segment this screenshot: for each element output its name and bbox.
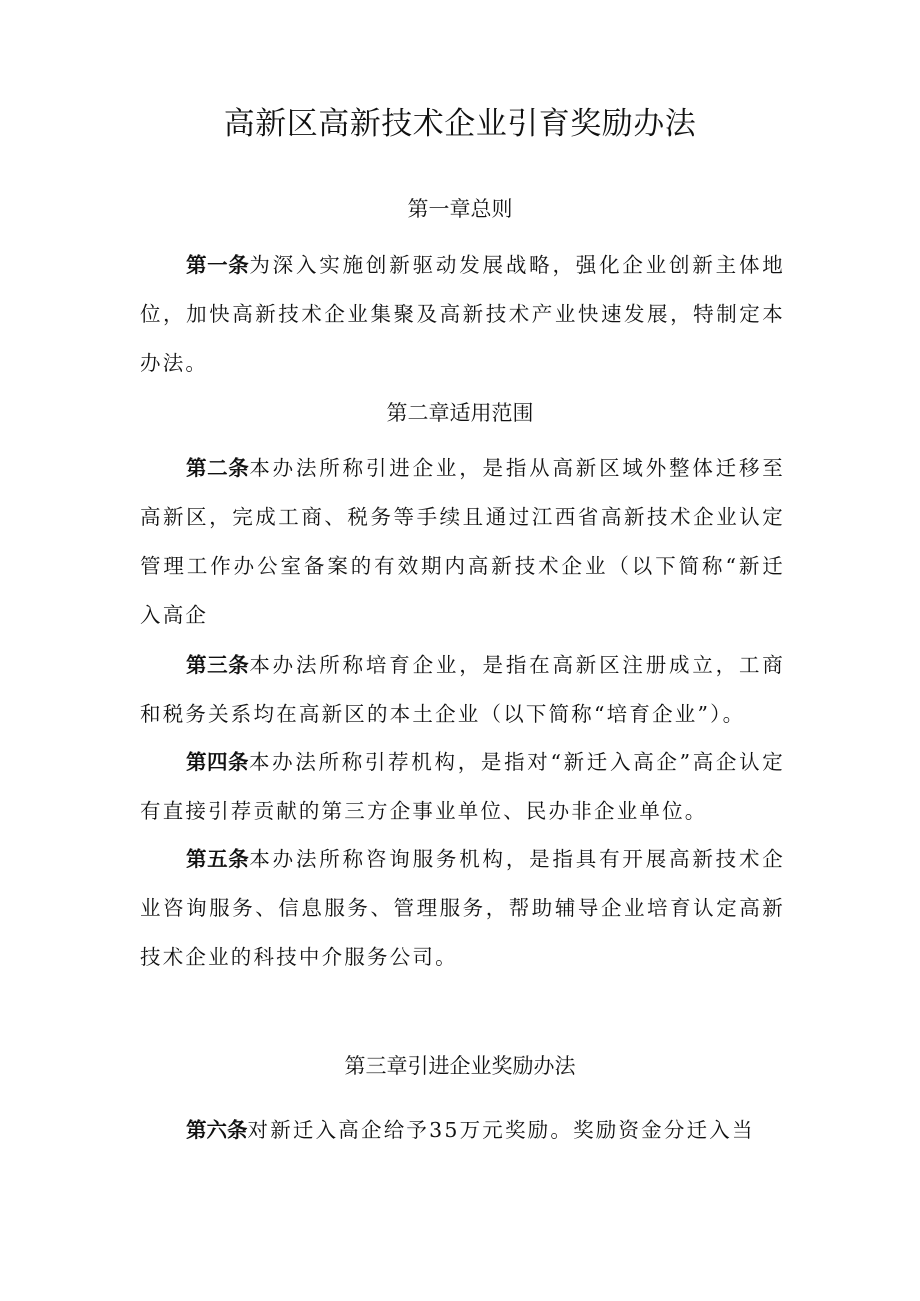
article-1 [140,241,785,388]
chapter-heading-1: 第一章总则 [407,197,513,221]
chapter-heading-3: 第三章引进企业奖励办法 [344,1054,576,1078]
article-label: 第一条 [186,253,250,277]
article-5 [140,835,785,982]
article-label: 第四条 [186,750,249,774]
article-text: 本办法所称引荐机构，是指对“新迁入高企”高企认定有直接引荐贡献的第三方企事业单位、民办非企业单位。 [140,750,786,823]
article-label: 第五条 [186,847,250,871]
article-2 [140,444,785,640]
article-label: 第六条 [186,1118,248,1142]
article-6 [140,1106,785,1155]
article-label: 第三条 [186,653,250,677]
article-text: 本办法所称引进企业，是指从高新区域外整体迁移至高新区，完成工商、税务等手续且通过江西省高新技术企业认定管理工作办公室备案的有效期内高新技术企业（以下简称“新迁入高企 [140,456,786,627]
document-title: 高新区高新技术企业引育奖励办法 [223,106,697,142]
article-label: 第二条 [186,456,250,480]
article-3 [140,641,785,739]
article-text: 对新迁入高企给予35万元奖励。奖励资金分迁入当 [247,1118,755,1142]
article-text: 本办法所称培育企业，是指在高新区注册成立，工商和税务关系均在高新区的本土企业（以下简称“培育企业”）。 [140,653,786,726]
article-text: 本办法所称咨询服务机构，是指具有开展高新技术企业咨询服务、信息服务、管理服务，帮助辅导企业培育认定高新技术企业的科技中介服务公司。 [140,847,786,969]
article-4 [140,738,785,836]
chapter-heading-2: 第二章适用范围 [386,401,534,425]
article-text: 为深入实施创新驱动发展战略，强化企业创新主体地位，加快高新技术企业集聚及高新技术产业快速发展，特制定本办法。 [140,253,786,375]
